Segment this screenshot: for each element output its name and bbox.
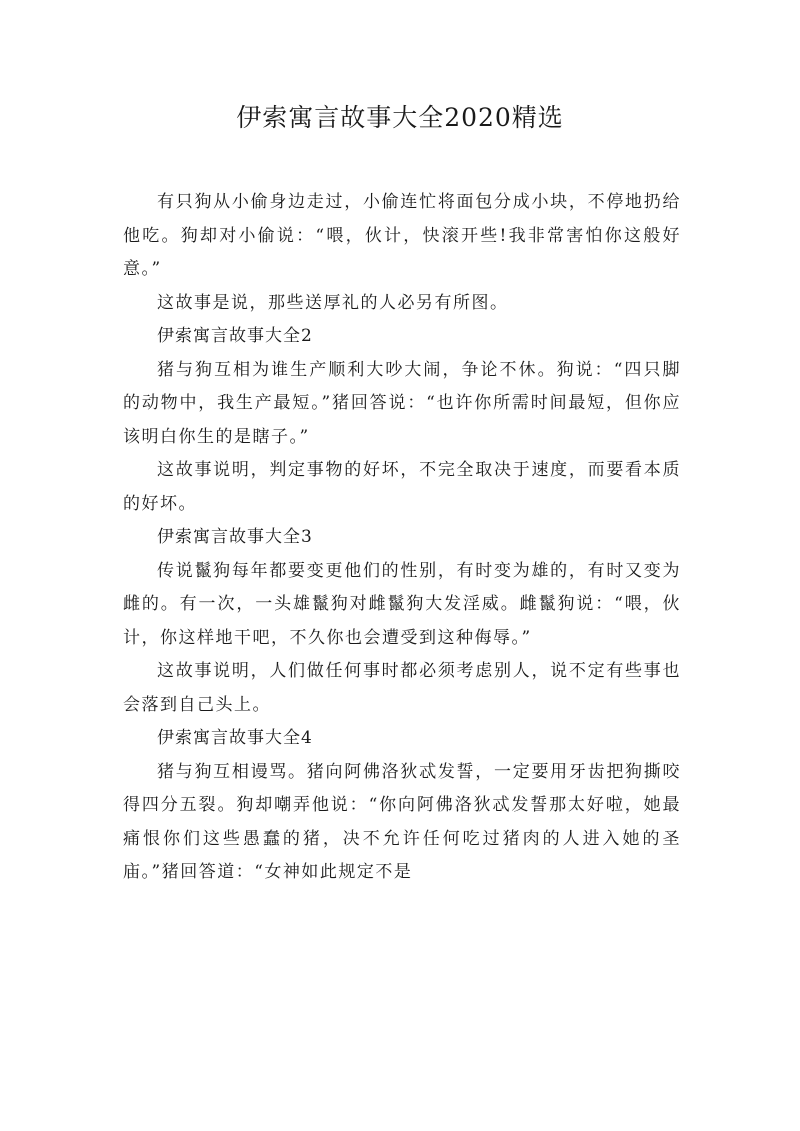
document-title: 伊索寓言故事大全2020精选 (236, 103, 564, 132)
paragraph: 这故事说明，判定事物的好坏，不完全取决于速度，而要看本质的好坏。 (123, 460, 681, 514)
paragraph: 有只狗从小偷身边走过，小偷连忙将面包分成小块，不停地扔给他吃。狗却对小偷说：“喂，伙计，快滚开些!我非常害怕你这般好意。” (123, 192, 681, 279)
paragraph: 传说鬣狗每年都要变更他们的性别，有时变为雄的，有时又变为雌的。有一次，一头雄鬣狗对雌鬣狗大发淫威。雌鬣狗说：“喂，伙计，你这样地干吧，不久你也会遭受到这种侮辱。” (123, 560, 681, 648)
section-heading: 伊索寓言故事大全4 (157, 728, 313, 748)
paragraph: 猪与狗互相为谁生产顺利大吵大闹，争论不休。狗说：“四只脚的动物中，我生产最短。”猪回答说：“也许你所需时间最短，但你应该明白你生的是瞎子。” (123, 359, 681, 447)
section-heading: 伊索寓言故事大全2 (157, 326, 313, 346)
document-body (123, 186, 681, 890)
section-heading: 伊索寓言故事大全3 (157, 527, 313, 547)
paragraph: 猪与狗互相谩骂。猪向阿佛洛狄忒发誓，一定要用牙齿把狗撕咬得四分五裂。狗却嘲弄他说：“你向阿佛洛狄忒发誓那太好啦，她最痛恨你们这些愚蠢的猪，决不允许任何吃过猪肉的人进入她的圣庙。”猪回答道：“女神如此规定不是 (123, 761, 681, 882)
paragraph: 这故事说明，人们做任何事时都必须考虑别人，说不定有些事也会落到自己头上。 (123, 661, 681, 715)
paragraph: 这故事是说，那些送厚礼的人必另有所图。 (157, 292, 509, 313)
